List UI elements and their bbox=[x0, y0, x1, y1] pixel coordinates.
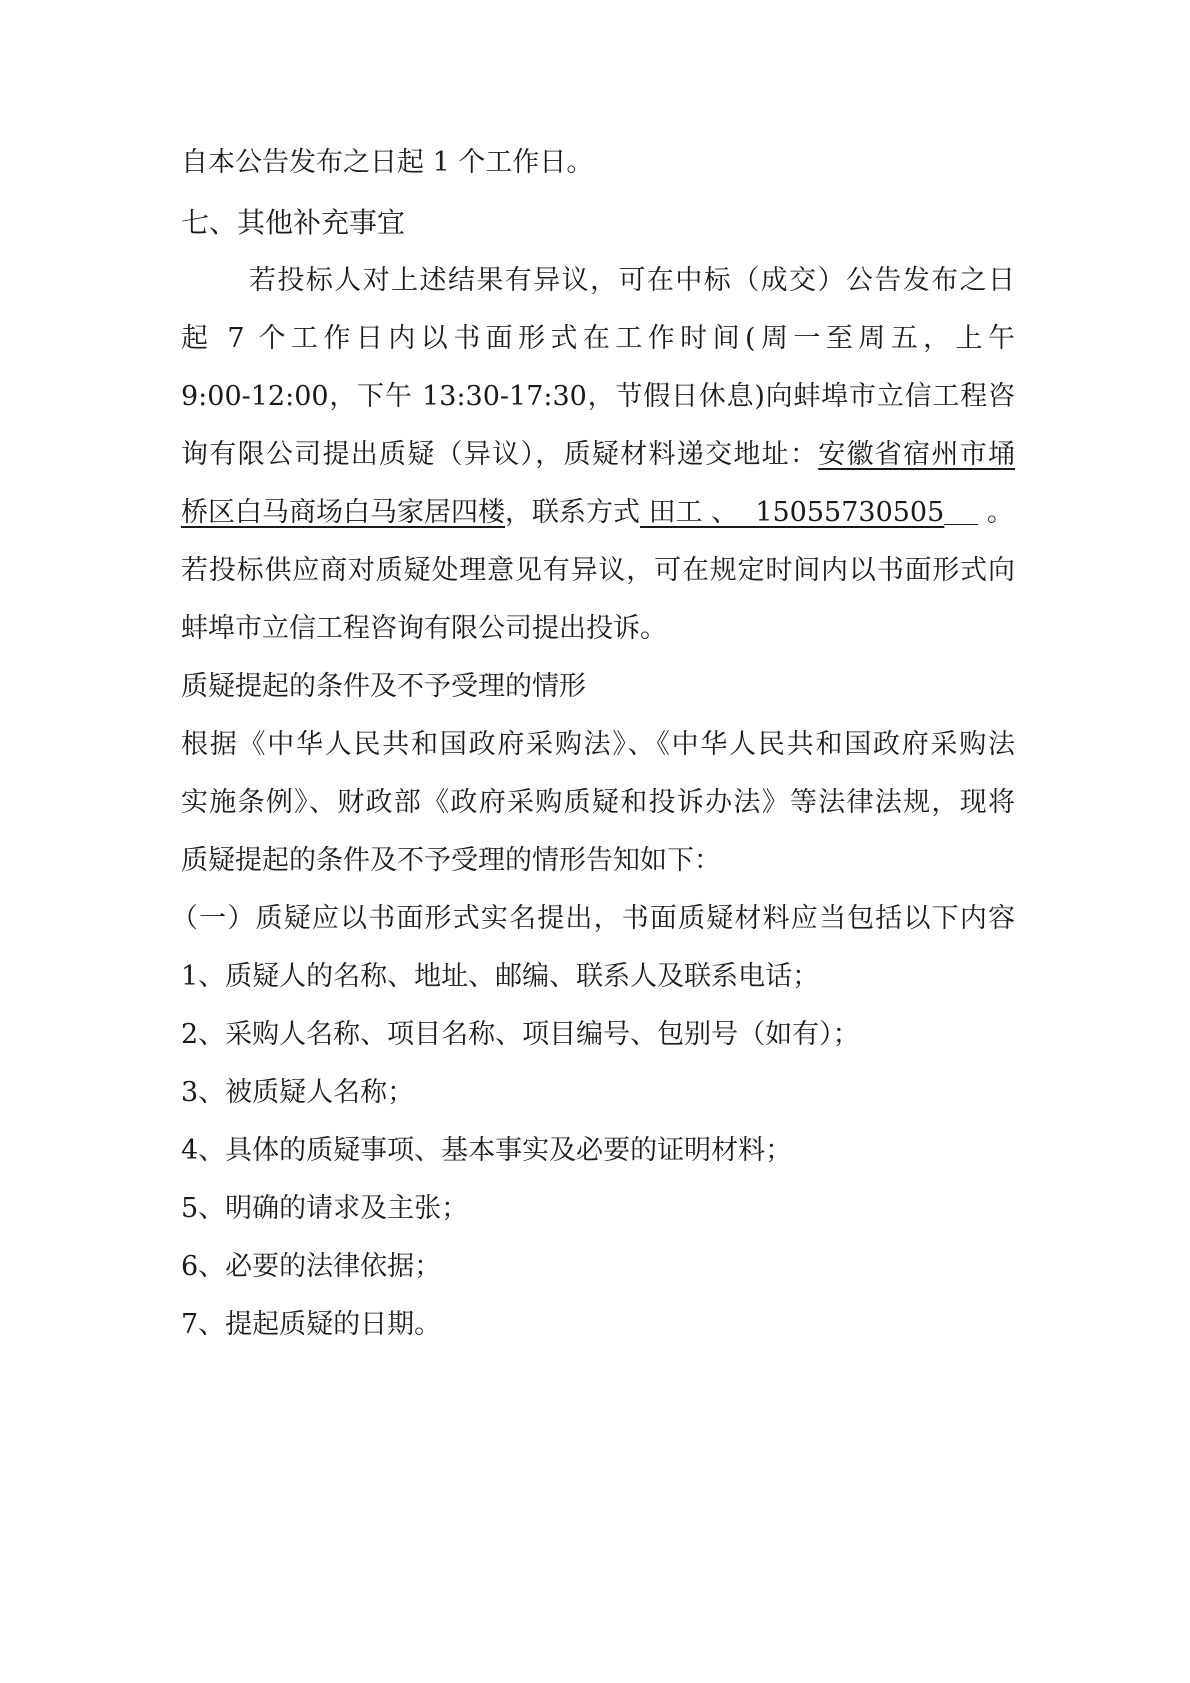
list-item: 3、被质疑人名称； bbox=[181, 1077, 415, 1108]
paragraph-line-3: 9:00-12:00，下午 13:30-17:30，节假日休息)向蚌埠市立信工程咨 bbox=[181, 381, 1015, 412]
contact-underline-blank bbox=[944, 500, 978, 525]
paragraph-line-4 bbox=[181, 435, 1015, 475]
law-line-1: 根据《中华人民共和国政府采购法》、《中华人民共和国政府采购法 bbox=[181, 729, 1015, 760]
intro-line: 自本公告发布之日起 1 个工作日。 bbox=[181, 147, 594, 178]
list-item: 7、提起质疑的日期。 bbox=[181, 1309, 442, 1340]
list-item: 5、明确的请求及主张； bbox=[181, 1193, 469, 1224]
paragraph-line-7: 蚌埠市立信工程咨询有限公司提出投诉。 bbox=[181, 613, 667, 644]
list-item: 2、采购人名称、项目名称、项目编号、包别号（如有）； bbox=[181, 1019, 860, 1050]
paragraph-line-2: 起 7 个工作日内以书面形式在工作时间(周一至周五，上午 bbox=[181, 323, 1015, 354]
address-part-1: 安徽省宿州市埇 bbox=[818, 439, 1016, 470]
address-part-2: 桥区白马商场白马家居四楼 bbox=[181, 497, 505, 528]
contact-label: ，联系方式 bbox=[505, 497, 640, 528]
paragraph-line-6: 若投标供应商对质疑处理意见有异议，可在规定时间内以书面形式向 bbox=[181, 555, 1015, 586]
conditions-title: 质疑提起的条件及不予受理的情形 bbox=[181, 671, 586, 702]
list-item: 1、质疑人的名称、地址、邮编、联系人及联系电话； bbox=[181, 961, 820, 992]
paragraph-line-1: 若投标人对上述结果有异议，可在中标（成交）公告发布之日 bbox=[249, 265, 1015, 296]
contact-info: 田工 、 15055730505 bbox=[640, 497, 945, 528]
requirement-heading: （一）质疑应以书面形式实名提出，书面质疑材料应当包括以下内容 bbox=[171, 903, 1015, 934]
paragraph-line-4-prefix: 询有限公司提出质疑（异议），质疑材料递交地址： bbox=[181, 439, 819, 470]
paragraph-line-5 bbox=[181, 493, 1015, 533]
paragraph-line-5-end: 。 bbox=[978, 497, 1014, 528]
list-item: 6、必要的法律依据； bbox=[181, 1251, 442, 1282]
section-heading: 七、其他补充事宜 bbox=[181, 206, 406, 239]
list-item: 4、具体的质疑事项、基本事实及必要的证明材料； bbox=[181, 1135, 793, 1166]
law-line-2: 实施条例》、财政部《政府采购质疑和投诉办法》等法律法规，现将 bbox=[181, 787, 1015, 818]
law-line-3: 质疑提起的条件及不予受理的情形告知如下： bbox=[181, 845, 721, 876]
